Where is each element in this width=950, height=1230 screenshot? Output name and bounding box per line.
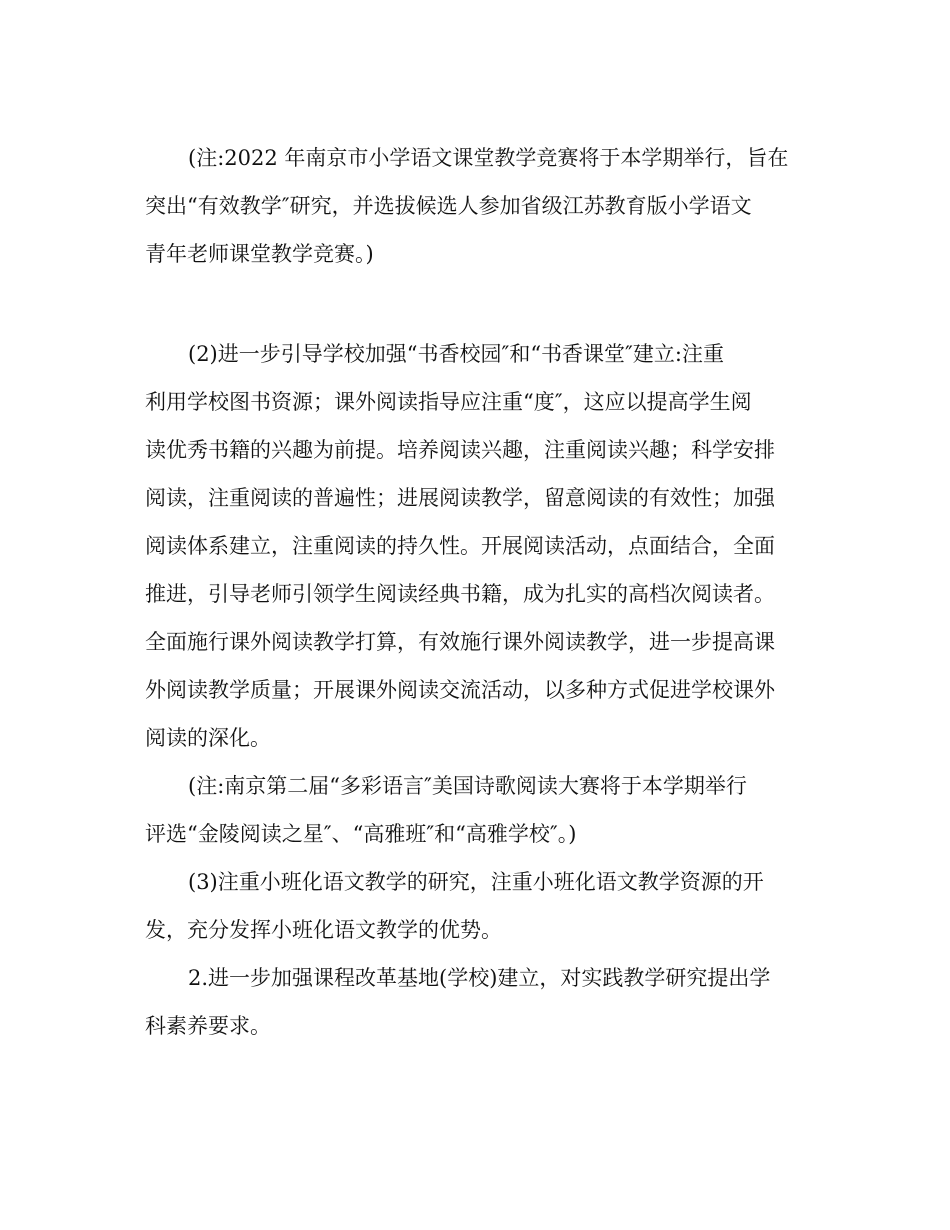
text-line: 青年老师课堂教学竞赛。) [145,242,374,266]
text-line: 阅读，注重阅读的普遍性；进展阅读教学，留意阅读的有效性；加强 [145,486,775,510]
text-line: 科素养要求。 [145,1014,271,1038]
text-line: 发，充分发挥小班化语文教学的优势。 [145,918,502,942]
text-line: 全面施行课外阅读教学打算，有效施行课外阅读教学，进一步提高课 [145,630,775,654]
text-line: 2.进一步加强课程改革基地(学校)建立，对实践教学研究提出学 [188,966,771,990]
text-line: (注:南京第二届“多彩语言″美国诗歌阅读大赛将于本学期举行 [188,774,747,798]
text-line: 突出“有效教学″研究，并选拔候选人参加省级江苏教育版小学语文 [145,194,752,218]
text-line: (2)进一步引导学校加强“书香校园″和“书香课堂″建立:注重 [188,342,724,366]
text-line: 阅读体系建立，注重阅读的持久性。开展阅读活动，点面结合，全面 [145,534,775,558]
text-line: 读优秀书籍的兴趣为前提。培养阅读兴趣，注重阅读兴趣；科学安排 [145,438,775,462]
text-line: (注:2022 年南京市小学语文课堂教学竞赛将于本学期举行，旨在 [188,146,789,170]
text-line: 评选“金陵阅读之星″、“高雅班″和“高雅学校″。) [145,822,577,846]
text-line: 推进，引导老师引领学生阅读经典书籍，成为扎实的高档次阅读者。 [145,582,775,606]
text-line: 外阅读教学质量；开展课外阅读交流活动，以多种方式促进学校课外 [145,678,775,702]
text-line: (3)注重小班化语文教学的研究，注重小班化语文教学资源的开 [188,870,764,894]
text-line: 阅读的深化。 [145,726,271,750]
text-line: 利用学校图书资源；课外阅读指导应注重“度″，这应以提高学生阅 [145,390,752,414]
